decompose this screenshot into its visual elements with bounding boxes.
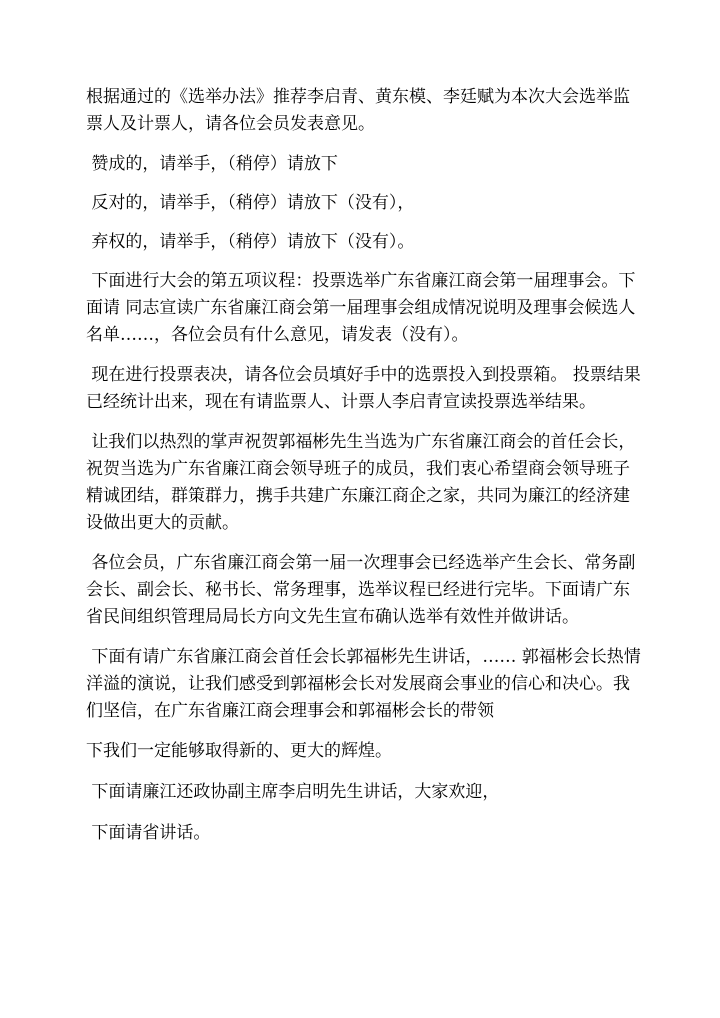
paragraph-ballot-voting: 现在进行投票表决，请各位会员填好手中的选票投入到投票箱。 投票结果已经统计出来，现在有请监票人、计票人李启青宣读投票选举结果。 — [86, 365, 641, 412]
paragraph-nominate-monitors: 根据通过的《选举办法》推荐李启青、黄东模、李廷赋为本次大会选举监票人及计票人，请各位会员发表意见。 — [86, 87, 630, 134]
paragraph-president-speech: 下面有请广东省廉江商会首任会长郭福彬先生讲话，…… 郭福彬会长热情洋溢的演说，让我们感受到郭福彬会长对发展商会事业的信心和决心。我们坚信，在广东省廉江商会理事会和郭福彬会长的带领 — [86, 647, 641, 721]
paragraph-brilliance: 下我们一定能够取得新的、更大的辉煌。 — [86, 741, 392, 761]
paragraph-vote-oppose: 反对的，请举手，（稍停）请放下（没有）， — [86, 193, 415, 213]
paragraph-province-speech: 下面请省讲话。 — [86, 823, 211, 843]
document-body — [86, 84, 646, 848]
paragraph-election-complete: 各位会员，广东省廉江商会第一届一次理事会已经选举产生会长、常务副会长、副会长、秘书长、常务理事，选举议程已经进行完毕。下面请广东省民间组织管理局局长方向文先生宣布确认选举有效性并做讲话。 — [86, 553, 636, 627]
paragraph-agenda-five: 下面进行大会的第五项议程：投票选举广东省廉江商会第一届理事会。下面请 同志宣读广东省廉江商会第一届理事会组成情况说明及理事会候选人名单……，各位会员有什么意见，请发表（没有）。 — [86, 271, 636, 345]
paragraph-vote-approve: 赞成的，请举手，（稍停）请放下 — [86, 154, 338, 174]
paragraph-vote-abstain: 弃权的，请举手，（稍停）请放下（没有）。 — [86, 232, 415, 252]
paragraph-congratulations: 让我们以热烈的掌声祝贺郭福彬先生当选为广东省廉江商会的首任会长，祝贺当选为广东省廉江商会领导班子的成员，我们衷心希望商会领导班子精诚团结，群策群力，携手共建广东廉江商企之家，共同为廉江的经济建设做出更大的贡献。 — [86, 432, 636, 533]
paragraph-vice-chairman-speech: 下面请廉江还政协副主席李启明先生讲话，大家欢迎， — [86, 782, 500, 802]
